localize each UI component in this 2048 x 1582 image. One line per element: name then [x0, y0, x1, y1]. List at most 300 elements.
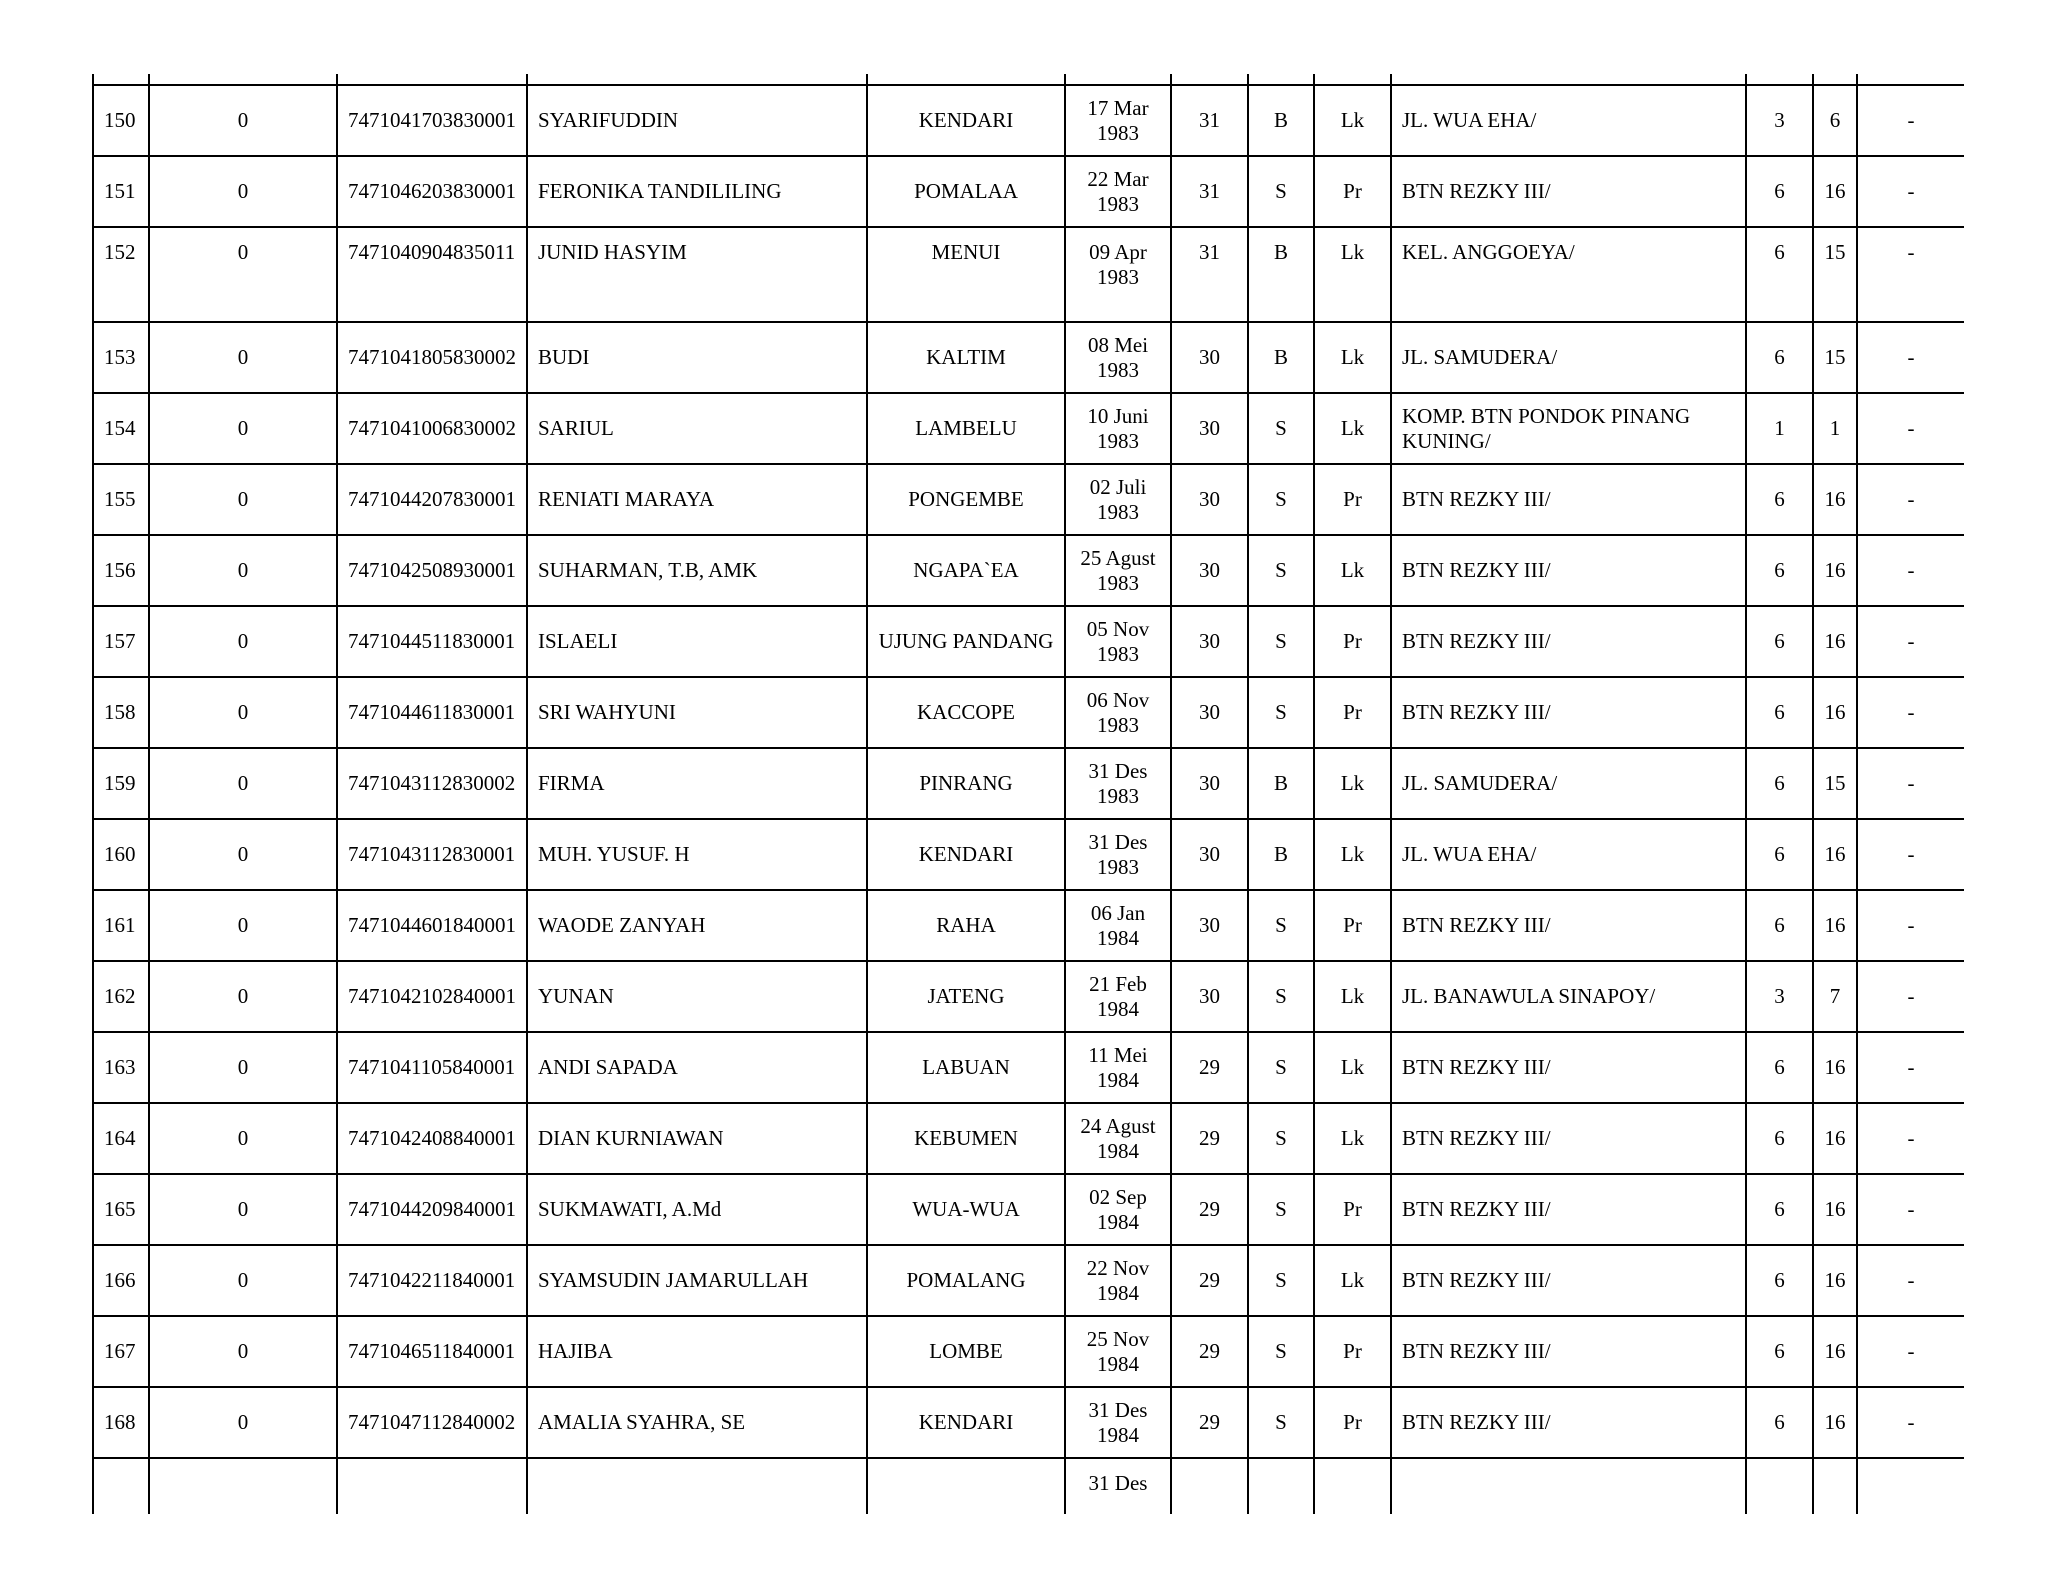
marital-status-cell: S: [1248, 393, 1314, 464]
empty-cell: [1746, 1458, 1813, 1514]
table-row: [93, 748, 1964, 819]
marital-status-cell: S: [1248, 1245, 1314, 1316]
table-row: [93, 393, 1964, 464]
birth-date-day-month: 24 Agust: [1080, 1113, 1156, 1138]
address-cell: JL. BANAWULA SINAPOY/: [1391, 961, 1746, 1032]
rt-cell: 6: [1746, 156, 1813, 227]
nik-cell: 7471042408840001: [337, 1103, 527, 1174]
name-cell: JUNID HASYIM: [527, 227, 867, 322]
note-cell: -: [1857, 1174, 1964, 1245]
birthplace-cell: KENDARI: [867, 819, 1065, 890]
empty-cell: [867, 1458, 1065, 1514]
nik-cell: 7471047112840002: [337, 1387, 527, 1458]
address-cell: BTN REZKY III/: [1391, 1387, 1746, 1458]
nik-cell: 7471041006830002: [337, 393, 527, 464]
code-cell: 0: [149, 85, 337, 156]
birth-date-year: 1984: [1097, 996, 1139, 1021]
birth-date-cell: [1065, 227, 1171, 322]
address-cell: BTN REZKY III/: [1391, 1103, 1746, 1174]
birth-date-day-month: 05 Nov: [1086, 616, 1150, 641]
birth-date-cell: [1065, 156, 1171, 227]
table-row: [93, 156, 1964, 227]
resident-register-table: [92, 74, 1964, 1514]
rt-cell: 6: [1746, 819, 1813, 890]
birth-date-day-month: 21 Feb: [1089, 971, 1147, 996]
rw-cell: 6: [1813, 85, 1857, 156]
row-number-cell: 161: [93, 890, 149, 961]
rt-cell: 6: [1746, 464, 1813, 535]
table-row: [93, 227, 1964, 322]
rt-cell: 6: [1746, 322, 1813, 393]
name-cell: SARIUL: [527, 393, 867, 464]
empty-cell: [1813, 1458, 1857, 1514]
address-cell: BTN REZKY III/: [1391, 1032, 1746, 1103]
rw-cell: 1: [1813, 393, 1857, 464]
code-cell: 0: [149, 1103, 337, 1174]
name-cell: MUH. YUSUF. H: [527, 819, 867, 890]
table-row: [93, 606, 1964, 677]
rt-cell: 3: [1746, 961, 1813, 1032]
rw-cell: 7: [1813, 961, 1857, 1032]
birth-date-cell: [1065, 748, 1171, 819]
address-cell: BTN REZKY III/: [1391, 464, 1746, 535]
gender-cell: Lk: [1314, 1103, 1391, 1174]
rt-cell: 6: [1746, 1103, 1813, 1174]
code-cell: 0: [149, 322, 337, 393]
age-cell: 30: [1171, 464, 1248, 535]
gender-cell: Lk: [1314, 85, 1391, 156]
note-cell: -: [1857, 535, 1964, 606]
note-cell: -: [1857, 819, 1964, 890]
birthplace-cell: MENUI: [867, 227, 1065, 322]
gender-cell: Pr: [1314, 464, 1391, 535]
birth-date-day-month: 31 Des: [1088, 829, 1148, 854]
nik-cell: 7471041703830001: [337, 85, 527, 156]
birth-date-year: 1983: [1097, 428, 1139, 453]
rw-cell: 16: [1813, 1245, 1857, 1316]
marital-status-cell: S: [1248, 677, 1314, 748]
birthplace-cell: KENDARI: [867, 1387, 1065, 1458]
age-cell: 30: [1171, 748, 1248, 819]
table-row: [93, 1245, 1964, 1316]
birth-date-cell: [1065, 677, 1171, 748]
birth-date-year: 1984: [1097, 1138, 1139, 1163]
rt-cell: 6: [1746, 1316, 1813, 1387]
code-cell: 0: [149, 1174, 337, 1245]
register-page: [92, 74, 1964, 1514]
birth-date-day-month: 25 Nov: [1086, 1326, 1150, 1351]
marital-status-cell: S: [1248, 606, 1314, 677]
address-cell: JL. SAMUDERA/: [1391, 748, 1746, 819]
birth-date-cell: [1065, 1103, 1171, 1174]
nik-cell: 7471040904835011: [337, 227, 527, 322]
nik-cell: 7471046511840001: [337, 1316, 527, 1387]
nik-cell: 7471041805830002: [337, 322, 527, 393]
empty-cell: [1171, 1458, 1248, 1514]
address-cell: JL. WUA EHA/: [1391, 85, 1746, 156]
birth-date-day-month: 11 Mei: [1088, 1042, 1148, 1067]
birth-date-day-month: 02 Sep: [1089, 1184, 1147, 1209]
row-number-cell: 155: [93, 464, 149, 535]
age-cell: 29: [1171, 1316, 1248, 1387]
name-cell: SYARIFUDDIN: [527, 85, 867, 156]
rt-cell: 6: [1746, 1387, 1813, 1458]
address-cell: BTN REZKY III/: [1391, 1245, 1746, 1316]
note-cell: -: [1857, 227, 1964, 322]
nik-cell: 7471046203830001: [337, 156, 527, 227]
birth-date-day-month: 06 Jan: [1090, 900, 1146, 925]
name-cell: FIRMA: [527, 748, 867, 819]
birth-date-year: 1983: [1097, 191, 1139, 216]
age-cell: 31: [1171, 85, 1248, 156]
rw-cell: 16: [1813, 819, 1857, 890]
note-cell: -: [1857, 1245, 1964, 1316]
gender-cell: Lk: [1314, 535, 1391, 606]
rt-cell: 6: [1746, 535, 1813, 606]
rt-cell: 6: [1746, 1245, 1813, 1316]
rw-cell: 15: [1813, 322, 1857, 393]
birthplace-cell: POMALAA: [867, 156, 1065, 227]
code-cell: 0: [149, 606, 337, 677]
code-cell: 0: [149, 393, 337, 464]
birthplace-cell: LABUAN: [867, 1032, 1065, 1103]
row-number-cell: 159: [93, 748, 149, 819]
nik-cell: 7471042211840001: [337, 1245, 527, 1316]
row-number-cell: 166: [93, 1245, 149, 1316]
rw-cell: 16: [1813, 890, 1857, 961]
row-number-cell: 168: [93, 1387, 149, 1458]
gender-cell: Lk: [1314, 322, 1391, 393]
code-cell: 0: [149, 535, 337, 606]
empty-cell: [1857, 1458, 1964, 1514]
note-cell: -: [1857, 322, 1964, 393]
marital-status-cell: S: [1248, 961, 1314, 1032]
birth-date-cell: [1065, 606, 1171, 677]
gender-cell: Pr: [1314, 1316, 1391, 1387]
note-cell: -: [1857, 85, 1964, 156]
name-cell: SUHARMAN, T.B, AMK: [527, 535, 867, 606]
birthplace-cell: KEBUMEN: [867, 1103, 1065, 1174]
empty-cell: [337, 1458, 527, 1514]
birth-date-cell: [1065, 85, 1171, 156]
birthplace-cell: KACCOPE: [867, 677, 1065, 748]
code-cell: 0: [149, 464, 337, 535]
marital-status-cell: S: [1248, 890, 1314, 961]
note-cell: -: [1857, 677, 1964, 748]
note-cell: -: [1857, 1387, 1964, 1458]
birth-date-year: 1984: [1097, 1209, 1139, 1234]
age-cell: 30: [1171, 606, 1248, 677]
address-cell: BTN REZKY III/: [1391, 606, 1746, 677]
table-row: [93, 1316, 1964, 1387]
birth-date-year: 1984: [1097, 925, 1139, 950]
rw-cell: 16: [1813, 156, 1857, 227]
gender-cell: Pr: [1314, 1387, 1391, 1458]
birth-date-year: 1983: [1097, 570, 1139, 595]
birth-date-day-month: 02 Juli: [1089, 474, 1147, 499]
code-cell: 0: [149, 156, 337, 227]
empty-cell: [93, 1458, 149, 1514]
birthplace-cell: KENDARI: [867, 85, 1065, 156]
birth-date-year: 1984: [1097, 1351, 1139, 1376]
note-cell: -: [1857, 606, 1964, 677]
name-cell: ISLAELI: [527, 606, 867, 677]
table-row: [93, 1387, 1964, 1458]
code-cell: 0: [149, 961, 337, 1032]
rw-cell: 16: [1813, 1032, 1857, 1103]
birth-date-year: 1983: [1097, 783, 1139, 808]
row-number-cell: 152: [93, 227, 149, 322]
birth-date-year: 1983: [1097, 712, 1139, 737]
address-cell: KEL. ANGGOEYA/: [1391, 227, 1746, 322]
empty-cell: [527, 1458, 867, 1514]
birth-date-year: 1983: [1097, 265, 1139, 289]
row-number-cell: 150: [93, 85, 149, 156]
row-number-cell: 154: [93, 393, 149, 464]
gender-cell: Lk: [1314, 748, 1391, 819]
birth-date-day-month: 25 Agust: [1080, 545, 1156, 570]
name-cell: DIAN KURNIAWAN: [527, 1103, 867, 1174]
row-number-cell: 157: [93, 606, 149, 677]
name-cell: HAJIBA: [527, 1316, 867, 1387]
code-cell: 0: [149, 1245, 337, 1316]
birth-date-year: 1983: [1097, 357, 1139, 382]
birth-date-cell: [1065, 819, 1171, 890]
marital-status-cell: B: [1248, 748, 1314, 819]
rt-cell: 6: [1746, 677, 1813, 748]
gender-cell: Lk: [1314, 961, 1391, 1032]
birth-date-year: 1983: [1097, 120, 1139, 145]
row-number-cell: 162: [93, 961, 149, 1032]
birth-date-day-month: 09 Apr: [1089, 240, 1147, 264]
code-cell: 0: [149, 1387, 337, 1458]
birth-date-day-month: 08 Mei: [1087, 332, 1149, 357]
address-cell: BTN REZKY III/: [1391, 890, 1746, 961]
rw-cell: 16: [1813, 1387, 1857, 1458]
name-cell: AMALIA SYAHRA, SE: [527, 1387, 867, 1458]
nik-cell: 7471044207830001: [337, 464, 527, 535]
note-cell: -: [1857, 156, 1964, 227]
note-cell: -: [1857, 393, 1964, 464]
age-cell: 30: [1171, 393, 1248, 464]
row-number-cell: 165: [93, 1174, 149, 1245]
rt-cell: 6: [1746, 227, 1813, 322]
name-cell: BUDI: [527, 322, 867, 393]
row-number-cell: 167: [93, 1316, 149, 1387]
nik-cell: 7471043112830001: [337, 819, 527, 890]
birthplace-cell: PONGEMBE: [867, 464, 1065, 535]
empty-cell: [1391, 1458, 1746, 1514]
name-cell: FERONIKA TANDILILING: [527, 156, 867, 227]
note-cell: -: [1857, 1103, 1964, 1174]
address-cell: BTN REZKY III/: [1391, 156, 1746, 227]
row-number-cell: 158: [93, 677, 149, 748]
birth-date-day-month: 22 Mar: [1087, 166, 1149, 191]
nik-cell: 7471044209840001: [337, 1174, 527, 1245]
marital-status-cell: S: [1248, 1316, 1314, 1387]
gender-cell: Lk: [1314, 393, 1391, 464]
birthplace-cell: RAHA: [867, 890, 1065, 961]
birth-date-day-month: 31 Des: [1088, 1471, 1148, 1495]
note-cell: -: [1857, 1032, 1964, 1103]
code-cell: 0: [149, 1316, 337, 1387]
birth-date-cell: [1065, 1316, 1171, 1387]
birth-date-day-month: 31 Des: [1088, 758, 1148, 783]
name-cell: YUNAN: [527, 961, 867, 1032]
table-row: [93, 464, 1964, 535]
birth-date-cell: [1065, 1458, 1171, 1514]
birthplace-cell: JATENG: [867, 961, 1065, 1032]
name-cell: SUKMAWATI, A.Md: [527, 1174, 867, 1245]
name-cell: ANDI SAPADA: [527, 1032, 867, 1103]
gender-cell: Lk: [1314, 1032, 1391, 1103]
marital-status-cell: B: [1248, 227, 1314, 322]
marital-status-cell: S: [1248, 1174, 1314, 1245]
nik-cell: 7471044601840001: [337, 890, 527, 961]
age-cell: 30: [1171, 677, 1248, 748]
table-row: [93, 322, 1964, 393]
row-number-cell: 160: [93, 819, 149, 890]
birthplace-cell: KALTIM: [867, 322, 1065, 393]
nik-cell: 7471044511830001: [337, 606, 527, 677]
rw-cell: 16: [1813, 677, 1857, 748]
rt-cell: 6: [1746, 1174, 1813, 1245]
birth-date-day-month: 22 Nov: [1086, 1255, 1150, 1280]
name-cell: SRI WAHYUNI: [527, 677, 867, 748]
code-cell: 0: [149, 748, 337, 819]
row-number-cell: 156: [93, 535, 149, 606]
birth-date-cell: [1065, 1387, 1171, 1458]
marital-status-cell: B: [1248, 85, 1314, 156]
birthplace-cell: NGAPA`EA: [867, 535, 1065, 606]
rt-cell: 6: [1746, 606, 1813, 677]
rt-cell: 3: [1746, 85, 1813, 156]
marital-status-cell: S: [1248, 1032, 1314, 1103]
row-number-cell: 151: [93, 156, 149, 227]
age-cell: 29: [1171, 1174, 1248, 1245]
note-cell: -: [1857, 961, 1964, 1032]
rt-cell: 6: [1746, 748, 1813, 819]
table-row: [93, 535, 1964, 606]
name-cell: WAODE ZANYAH: [527, 890, 867, 961]
birth-date-cell: [1065, 1245, 1171, 1316]
table-row-partial: [93, 1458, 1964, 1514]
birthplace-cell: POMALANG: [867, 1245, 1065, 1316]
birth-date-cell: [1065, 890, 1171, 961]
marital-status-cell: B: [1248, 819, 1314, 890]
code-cell: 0: [149, 227, 337, 322]
birth-date-year: 1984: [1097, 1067, 1139, 1092]
rt-cell: 1: [1746, 393, 1813, 464]
age-cell: 31: [1171, 227, 1248, 322]
birthplace-cell: LOMBE: [867, 1316, 1065, 1387]
age-cell: 31: [1171, 156, 1248, 227]
rw-cell: 16: [1813, 1174, 1857, 1245]
birth-date-cell: [1065, 393, 1171, 464]
birthplace-cell: UJUNG PANDANG: [867, 606, 1065, 677]
address-cell: BTN REZKY III/: [1391, 535, 1746, 606]
birth-date-year: 1984: [1097, 1422, 1139, 1447]
gender-cell: Lk: [1314, 819, 1391, 890]
birth-date-day-month: 06 Nov: [1086, 687, 1150, 712]
rw-cell: 15: [1813, 748, 1857, 819]
birthplace-cell: WUA-WUA: [867, 1174, 1065, 1245]
row-number-cell: 164: [93, 1103, 149, 1174]
age-cell: 30: [1171, 961, 1248, 1032]
marital-status-cell: S: [1248, 1387, 1314, 1458]
age-cell: 30: [1171, 322, 1248, 393]
code-cell: 0: [149, 677, 337, 748]
row-number-cell: 153: [93, 322, 149, 393]
marital-status-cell: B: [1248, 322, 1314, 393]
gender-cell: Pr: [1314, 890, 1391, 961]
marital-status-cell: S: [1248, 156, 1314, 227]
nik-cell: 7471042102840001: [337, 961, 527, 1032]
birth-date-year: 1983: [1097, 854, 1139, 879]
empty-cell: [149, 1458, 337, 1514]
age-cell: 30: [1171, 890, 1248, 961]
table-row: [93, 890, 1964, 961]
gender-cell: Pr: [1314, 606, 1391, 677]
birth-date-day-month: 31 Des: [1088, 1397, 1148, 1422]
address-cell: BTN REZKY III/: [1391, 1316, 1746, 1387]
age-cell: 30: [1171, 819, 1248, 890]
gender-cell: Pr: [1314, 677, 1391, 748]
rt-cell: 6: [1746, 890, 1813, 961]
marital-status-cell: S: [1248, 535, 1314, 606]
rw-cell: 15: [1813, 227, 1857, 322]
table-row: [93, 961, 1964, 1032]
birth-date-cell: [1065, 1032, 1171, 1103]
row-number-cell: 163: [93, 1032, 149, 1103]
birth-date-year: 1984: [1097, 1280, 1139, 1305]
gender-cell: Pr: [1314, 156, 1391, 227]
age-cell: 29: [1171, 1032, 1248, 1103]
birth-date-cell: [1065, 322, 1171, 393]
nik-cell: 7471042508930001: [337, 535, 527, 606]
nik-cell: 7471043112830002: [337, 748, 527, 819]
birth-date-cell: [1065, 1174, 1171, 1245]
birth-date-cell: [1065, 961, 1171, 1032]
gender-cell: Lk: [1314, 1245, 1391, 1316]
table-row: [93, 1103, 1964, 1174]
code-cell: 0: [149, 890, 337, 961]
rw-cell: 16: [1813, 535, 1857, 606]
table-row: [93, 1174, 1964, 1245]
code-cell: 0: [149, 819, 337, 890]
note-cell: -: [1857, 748, 1964, 819]
code-cell: 0: [149, 1032, 337, 1103]
address-cell: KOMP. BTN PONDOK PINANG KUNING/: [1391, 393, 1746, 464]
continued-rows-stub: [93, 74, 1964, 85]
address-cell: JL. SAMUDERA/: [1391, 322, 1746, 393]
gender-cell: Pr: [1314, 1174, 1391, 1245]
marital-status-cell: S: [1248, 1103, 1314, 1174]
birth-date-cell: [1065, 535, 1171, 606]
rw-cell: 16: [1813, 1103, 1857, 1174]
nik-cell: 7471044611830001: [337, 677, 527, 748]
empty-cell: [1248, 1458, 1314, 1514]
age-cell: 29: [1171, 1387, 1248, 1458]
birth-date-day-month: 17 Mar: [1087, 95, 1149, 120]
birthplace-cell: LAMBELU: [867, 393, 1065, 464]
gender-cell: Lk: [1314, 227, 1391, 322]
name-cell: RENIATI MARAYA: [527, 464, 867, 535]
age-cell: 29: [1171, 1245, 1248, 1316]
rw-cell: 16: [1813, 1316, 1857, 1387]
age-cell: 29: [1171, 1103, 1248, 1174]
table-row: [93, 85, 1964, 156]
